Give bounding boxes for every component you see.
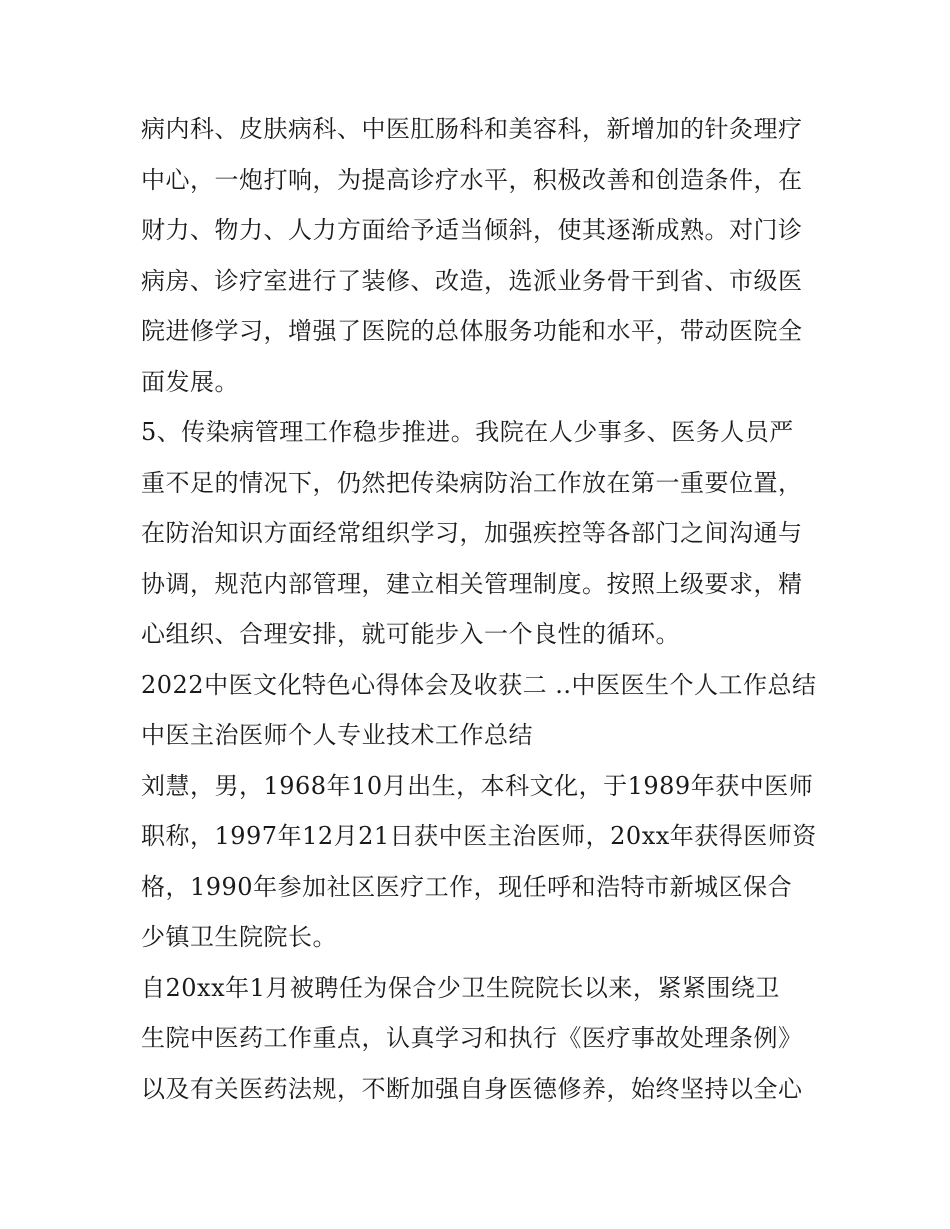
text-line: 协调，规范内部管理，建立相关管理制度。按照上级要求，精 <box>141 569 803 598</box>
text-line: 刘慧，男，1968年10月出生，本科文化，于1989年获中医师 <box>141 771 814 800</box>
text-line: 心组织、合理安排，就可能步入一个良性的循环。 <box>141 620 680 648</box>
text-line: 以及有关医药法规，不断加强自身医德修养，始终坚持以全心 <box>141 1074 803 1103</box>
document-body <box>141 104 821 1114</box>
text-line: 职称，1997年12月21日获中医主治医师，20xx年获得医师资 <box>141 822 817 850</box>
text-line: 生院中医药工作重点，认真学习和执行《医疗事故处理条例》 <box>141 1024 803 1052</box>
text-line: 少镇卫生院院长。 <box>141 923 337 951</box>
text-line: 病房、诊疗室进行了装修、改造，选派业务骨干到省、市级医 <box>141 266 803 295</box>
text-line: 财力、物力、人力方面给予适当倾斜，使其逐渐成熟。对门诊 <box>141 216 803 244</box>
text-line: 院进修学习，增强了医院的总体服务功能和水平，带动医院全 <box>141 317 803 345</box>
text-line: 在防治知识方面经常组织学习，加强疾控等各部门之间沟通与 <box>141 519 803 547</box>
text-line: 中心，一炮打响，为提高诊疗水平，积极改善和创造条件，在 <box>141 165 803 194</box>
text-line: 格，1990年参加社区医疗工作，现任呼和浩特市新城区保合 <box>141 872 793 901</box>
text-line: 自20xx年1月被聘任为保合少卫生院院长以来，紧紧围绕卫 <box>141 973 780 1002</box>
text-line: 中医主治医师个人专业技术工作总结 <box>141 721 533 749</box>
text-line: 病内科、皮肤病科、中医肛肠科和美容科，新增加的针灸理疗 <box>141 115 803 143</box>
text-line: 重不足的情况下，仍然把传染病防治工作放在第一重要位置， <box>141 468 803 497</box>
text-line: 5、传染病管理工作稳步推进。我院在人少事多、医务人员严 <box>141 418 794 446</box>
text-line: 2022中医文化特色心得体会及收获二 ..中医医生个人工作总结 <box>141 670 817 699</box>
text-line: 面发展。 <box>141 367 239 396</box>
